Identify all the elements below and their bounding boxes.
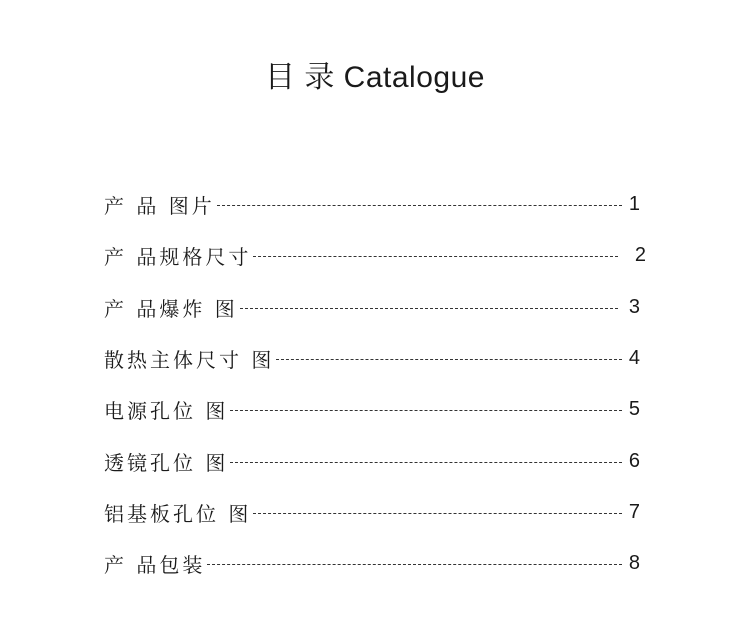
dash-leader bbox=[217, 205, 622, 206]
dash-leader bbox=[230, 462, 622, 463]
toc-entry-product-dimensions[interactable] bbox=[104, 230, 646, 281]
toc-entry-page: 5 bbox=[628, 398, 640, 421]
toc-entry-label: 产 品爆炸 图 bbox=[104, 296, 238, 321]
page-title: 目 录 Catalogue bbox=[265, 61, 485, 94]
dash-leader bbox=[253, 256, 618, 257]
toc-entry-label: 产 品规格尺寸 bbox=[104, 245, 252, 270]
toc-entry-page: 4 bbox=[628, 347, 640, 370]
toc-entry-page: 3 bbox=[628, 295, 640, 318]
toc-entry-label: 产 品包装 bbox=[104, 553, 206, 578]
toc-entry-page: 2 bbox=[634, 244, 646, 267]
dash-leader bbox=[276, 359, 622, 360]
dash-leader bbox=[253, 513, 622, 514]
toc-entry-heatsink-dimensions[interactable] bbox=[104, 333, 640, 384]
toc-entry-packaging[interactable] bbox=[104, 538, 640, 589]
toc-entry-label: 散热主体尺寸 图 bbox=[104, 348, 275, 373]
toc-entry-page: 7 bbox=[628, 500, 640, 523]
toc-entry-page: 8 bbox=[628, 552, 640, 575]
toc-entry-power-holes[interactable] bbox=[104, 384, 640, 435]
dash-leader bbox=[240, 308, 618, 309]
toc-entry-label: 电源孔位 图 bbox=[104, 399, 229, 424]
toc-entry-lens-holes[interactable] bbox=[104, 435, 640, 486]
toc-entry-product-images[interactable] bbox=[104, 179, 640, 230]
toc-entry-label: 透镜孔位 图 bbox=[104, 450, 229, 475]
toc-entry-label: 产 品 图片 bbox=[104, 194, 215, 219]
toc-entry-page: 1 bbox=[628, 193, 640, 216]
dash-leader bbox=[207, 564, 622, 565]
toc-entry-aluminum-board-holes[interactable] bbox=[104, 487, 640, 538]
table-of-contents bbox=[104, 179, 646, 589]
toc-entry-page: 6 bbox=[628, 449, 640, 472]
dash-leader bbox=[230, 410, 622, 411]
toc-entry-exploded-view[interactable] bbox=[104, 282, 640, 333]
toc-entry-label: 铝基板孔位 图 bbox=[104, 501, 252, 526]
